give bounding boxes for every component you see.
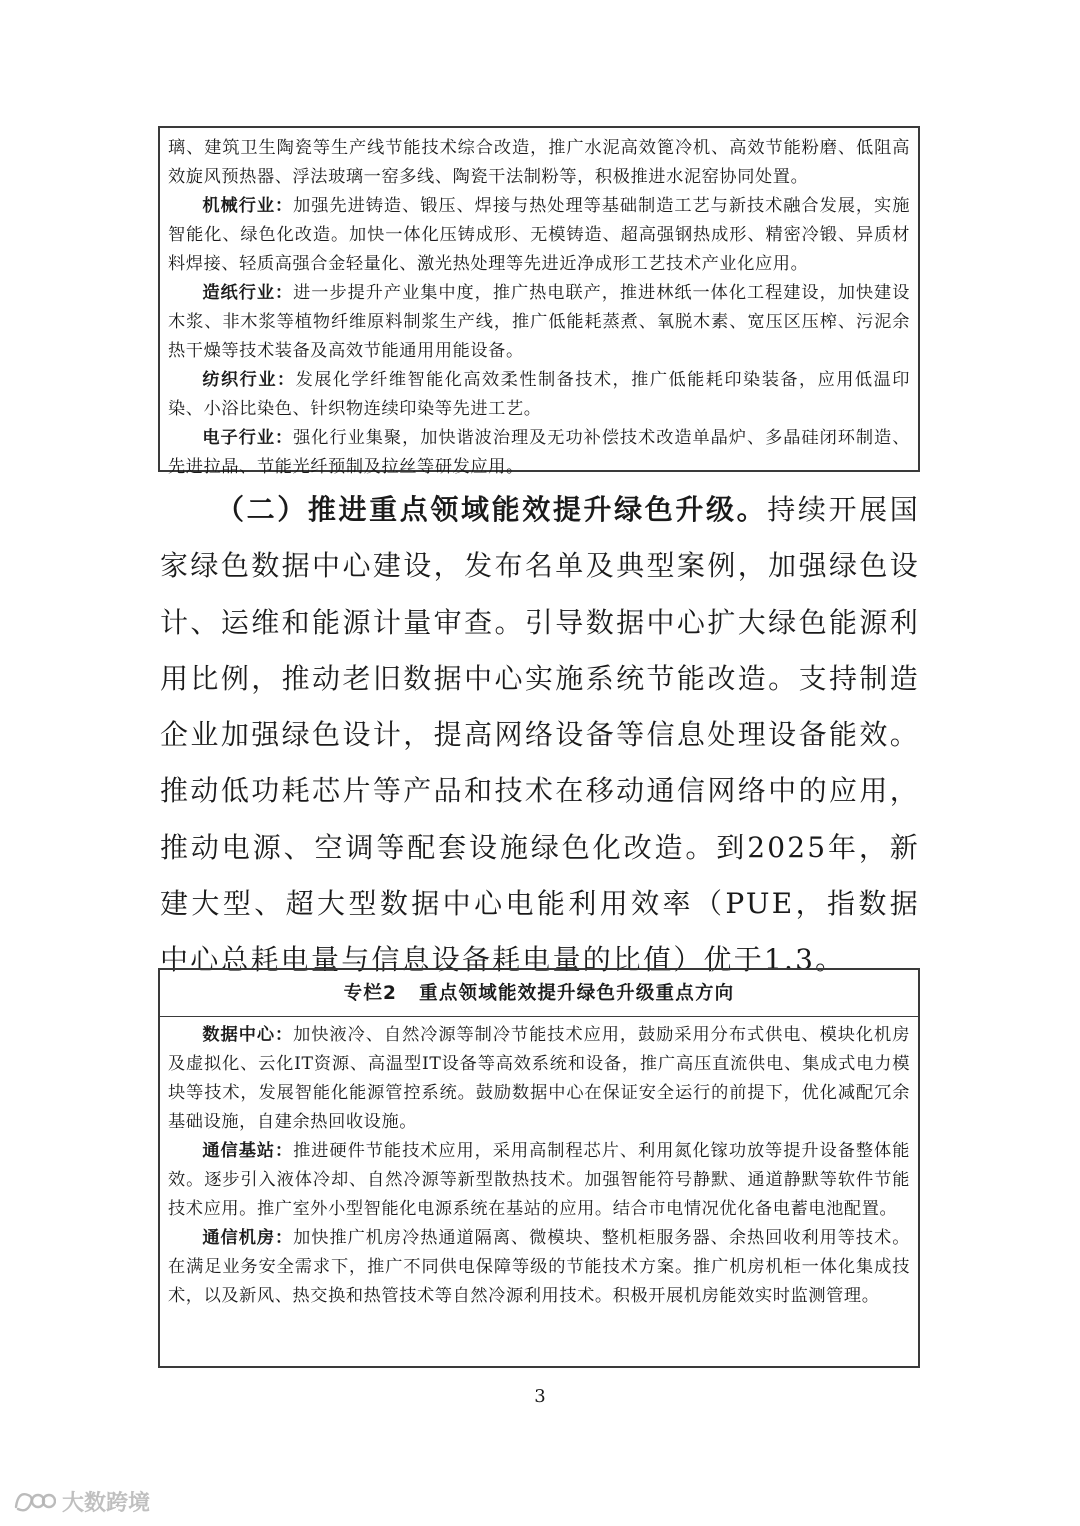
item-label: 数据中心： xyxy=(202,1025,294,1045)
box-body xyxy=(160,1017,918,1311)
box-title-text: 重点领域能效提升绿色升级重点方向 xyxy=(419,983,735,1004)
paragraph-base-station xyxy=(168,1137,910,1224)
paragraph-papermaking xyxy=(168,279,910,366)
item-label: 通信机房： xyxy=(202,1228,294,1248)
page-number: 3 xyxy=(534,1386,546,1407)
box-title-number: 专栏2 xyxy=(343,983,398,1004)
paragraph-text: 发展化学纤维智能化高效柔性制备技术，推广低能耗印染装备，应用低温印染、小浴比染色、针织物连续印染等先进工艺。 xyxy=(168,370,910,419)
main-body xyxy=(160,482,920,989)
table-box-continued xyxy=(158,126,920,477)
paragraph-data-center xyxy=(168,1021,910,1137)
paragraph-textile xyxy=(168,366,910,424)
paragraph-building-materials xyxy=(168,134,910,192)
paragraph-text: 加快液冷、自然冷源等制冷节能技术应用，鼓励采用分布式供电、模块化机房及虚拟化、云化IT资源、高温型IT设备等高效系统和设备，推广高压直流供电、集成式电力模块等技术，发展智能化能源管控系统。鼓励数据中心在保证安全运行的前提下，优化减配冗余基础设施，自建余热回收设施。 xyxy=(168,1025,910,1132)
item-label: 造纸行业： xyxy=(202,283,294,303)
paragraph-text: 强化行业集聚，加快谐波治理及无功补偿技术改造单晶炉、多晶硅闭环制造、先进拉晶、节能光纤预制及拉丝等研发应用。 xyxy=(168,428,910,477)
item-label: 通信基站： xyxy=(202,1141,294,1161)
paragraph-electronics xyxy=(168,424,910,482)
watermark-logo-icon xyxy=(12,1487,56,1515)
item-label: 纺织行业： xyxy=(202,370,296,390)
box-title xyxy=(160,970,918,1017)
item-label: 机械行业： xyxy=(202,196,294,216)
watermark xyxy=(12,1484,150,1518)
watermark-text: 大数跨境 xyxy=(62,1490,151,1516)
paragraph-text: 璃、建筑卫生陶瓷等生产线节能技术综合改造，推广水泥高效篦冷机、高效节能粉磨、低阻高效旋风预热器、浮法玻璃一窑多线、陶瓷干法制粉等，积极推进水泥窑协同处置。 xyxy=(168,138,910,187)
paragraph-text: 进一步提升产业集中度，推广热电联产，推进林纸一体化工程建设，加快建设木浆、非木浆等植物纤维原料制浆生产线，推广低能耗蒸煮、氧脱木素、宽压区压榨、污泥余热干燥等技术装备及高效节能通用用能设备。 xyxy=(168,283,910,361)
main-paragraph xyxy=(160,482,920,989)
paragraph-text: 持续开展国家绿色数据中心建设，发布名单及典型案例，加强绿色设计、运维和能源计量审查。引导数据中心扩大绿色能源利用比例，推动老旧数据中心实施系统节能改造。支持制造企业加强绿色设计，提高网络设备等信息处理设备能效。推动低功耗芯片等产品和技术在移动通信网络中的应用，推动电源、空调等配套设施绿色化改造。到2025年，新建大型、超大型数据中心电能利用效率（PUE，指数据中心总耗电量与信息设备耗电量的比值）优于1.3。 xyxy=(160,493,920,977)
section-heading: （二）推进重点领域能效提升绿色升级。 xyxy=(216,493,768,526)
paragraph-machinery xyxy=(168,192,910,279)
item-label: 电子行业： xyxy=(202,428,294,448)
paragraph-text: 加快推广机房冷热通道隔离、微模块、整机柜服务器、余热回收利用等技术。在满足业务安全需求下，推广不同供电保障等级的节能技术方案。推广机房机柜一体化集成技术，以及新风、热交换和热管技术等自然冷源利用技术。积极开展机房能效实时监测管理。 xyxy=(168,1228,910,1306)
paragraph-text: 加强先进铸造、锻压、焊接与热处理等基础制造工艺与新技术融合发展，实施智能化、绿色化改造。加快一体化压铸成形、无模铸造、超高强钢热成形、精密冷锻、异质材料焊接、轻质高强合金轻量化、激光热处理等先进近净成形工艺技术产业化应用。 xyxy=(168,196,910,274)
paragraph-text: 推进硬件节能技术应用，采用高制程芯片、利用氮化镓功放等提升设备整体能效。逐步引入液体冷却、自然冷源等新型散热技术。加强智能符号静默、通道静默等软件节能技术应用。推广室外小型智能化电源系统在基站的应用。结合市电情况优化备电蓄电池配置。 xyxy=(168,1141,910,1219)
table-box-column-2 xyxy=(158,968,920,1368)
paragraph-machine-room xyxy=(168,1224,910,1311)
